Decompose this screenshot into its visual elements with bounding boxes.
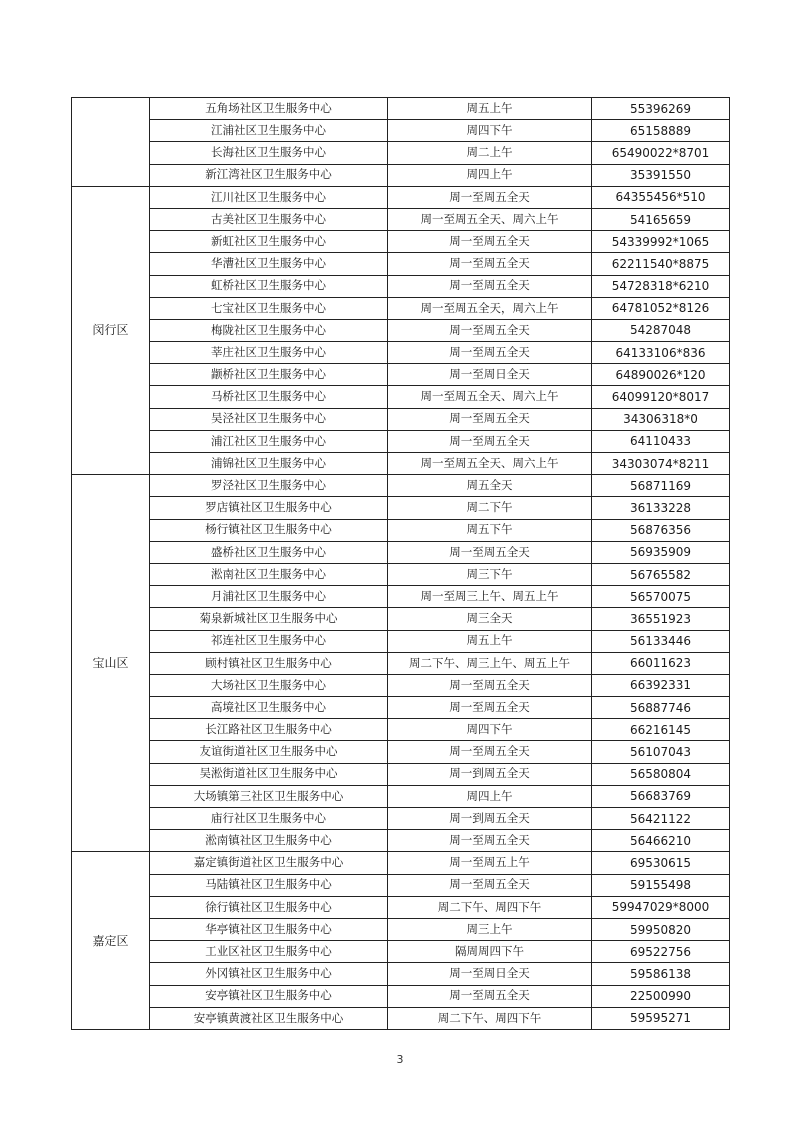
table-row	[72, 497, 730, 519]
service-time-cell: 周二上午	[388, 142, 592, 164]
phone-cell: 56570075	[592, 586, 730, 608]
table-row	[72, 1007, 730, 1029]
center-name-cell: 马陆镇社区卫生服务中心	[150, 874, 388, 896]
center-name-cell: 罗店镇社区卫生服务中心	[150, 497, 388, 519]
center-name-cell: 长江路社区卫生服务中心	[150, 719, 388, 741]
table-row	[72, 808, 730, 830]
table-row	[72, 364, 730, 386]
service-time-cell: 周一到周五全天	[388, 763, 592, 785]
service-time-cell: 周四下午	[388, 120, 592, 142]
table-row	[72, 430, 730, 452]
center-name-cell: 梅陇社区卫生服务中心	[150, 319, 388, 341]
center-name-cell: 吴泾社区卫生服务中心	[150, 408, 388, 430]
service-time-cell: 周四上午	[388, 164, 592, 186]
district-cell	[72, 98, 150, 187]
service-time-cell: 周四下午	[388, 719, 592, 741]
center-name-cell: 安亭镇社区卫生服务中心	[150, 985, 388, 1007]
center-name-cell: 工业区社区卫生服务中心	[150, 941, 388, 963]
table-row	[72, 297, 730, 319]
service-time-cell: 周一至周五全天	[388, 342, 592, 364]
center-name-cell: 罗泾社区卫生服务中心	[150, 475, 388, 497]
table-row	[72, 186, 730, 208]
service-time-cell: 周一至周日全天	[388, 963, 592, 985]
table-row	[72, 830, 730, 852]
service-time-cell: 周二下午、周三上午、周五上午	[388, 652, 592, 674]
center-name-cell: 淞南社区卫生服务中心	[150, 563, 388, 585]
service-time-cell: 周一至周三上午、周五上午	[388, 586, 592, 608]
table-row	[72, 563, 730, 585]
table-row	[72, 674, 730, 696]
center-name-cell: 长海社区卫生服务中心	[150, 142, 388, 164]
table-row	[72, 630, 730, 652]
center-name-cell: 五角场社区卫生服务中心	[150, 98, 388, 120]
center-name-cell: 安亭镇黄渡社区卫生服务中心	[150, 1007, 388, 1029]
center-name-cell: 新虹社区卫生服务中心	[150, 231, 388, 253]
table-row	[72, 896, 730, 918]
phone-cell: 56935909	[592, 541, 730, 563]
table-row	[72, 253, 730, 275]
table-row	[72, 164, 730, 186]
service-time-cell: 周一至周五全天	[388, 253, 592, 275]
district-cell: 闵行区	[72, 186, 150, 474]
center-name-cell: 大场社区卫生服务中心	[150, 674, 388, 696]
service-time-cell: 周五全天	[388, 475, 592, 497]
service-time-cell: 周二下午	[388, 497, 592, 519]
phone-cell: 34306318*0	[592, 408, 730, 430]
center-name-cell: 徐行镇社区卫生服务中心	[150, 896, 388, 918]
phone-cell: 66011623	[592, 652, 730, 674]
center-name-cell: 江川社区卫生服务中心	[150, 186, 388, 208]
center-name-cell: 吴淞街道社区卫生服务中心	[150, 763, 388, 785]
center-name-cell: 华漕社区卫生服务中心	[150, 253, 388, 275]
service-time-cell: 隔周周四下午	[388, 941, 592, 963]
table-row	[72, 408, 730, 430]
center-name-cell: 庙行社区卫生服务中心	[150, 808, 388, 830]
table-body	[72, 98, 730, 1030]
table-row	[72, 475, 730, 497]
phone-cell: 56580804	[592, 763, 730, 785]
service-time-cell: 周五下午	[388, 519, 592, 541]
table-row	[72, 541, 730, 563]
service-time-cell: 周一至周五全天、周六上午	[388, 386, 592, 408]
phone-cell: 64110433	[592, 430, 730, 452]
phone-cell: 64099120*8017	[592, 386, 730, 408]
phone-cell: 64890026*120	[592, 364, 730, 386]
service-time-cell: 周三下午	[388, 563, 592, 585]
table-row	[72, 719, 730, 741]
center-name-cell: 新江湾社区卫生服务中心	[150, 164, 388, 186]
table-row	[72, 741, 730, 763]
center-name-cell: 华亭镇社区卫生服务中心	[150, 918, 388, 940]
phone-cell: 62211540*8875	[592, 253, 730, 275]
table-row	[72, 208, 730, 230]
phone-cell: 54339992*1065	[592, 231, 730, 253]
phone-cell: 56133446	[592, 630, 730, 652]
table-row	[72, 985, 730, 1007]
center-name-cell: 月浦社区卫生服务中心	[150, 586, 388, 608]
table-row	[72, 319, 730, 341]
service-time-cell: 周五上午	[388, 630, 592, 652]
phone-cell: 56871169	[592, 475, 730, 497]
phone-cell: 59155498	[592, 874, 730, 896]
service-time-cell: 周一至周五全天	[388, 697, 592, 719]
service-time-cell: 周一至周五全天	[388, 319, 592, 341]
table-row	[72, 918, 730, 940]
service-time-cell: 周一至周五全天	[388, 275, 592, 297]
table-row	[72, 608, 730, 630]
phone-cell: 56765582	[592, 563, 730, 585]
phone-cell: 36551923	[592, 608, 730, 630]
center-name-cell: 莘庄社区卫生服务中心	[150, 342, 388, 364]
phone-cell: 22500990	[592, 985, 730, 1007]
service-time-cell: 周一至周五全天	[388, 430, 592, 452]
table-row	[72, 120, 730, 142]
table-row	[72, 453, 730, 475]
service-time-cell: 周二下午、周四下午	[388, 896, 592, 918]
phone-cell: 64133106*836	[592, 342, 730, 364]
center-name-cell: 大场镇第三社区卫生服务中心	[150, 785, 388, 807]
phone-cell: 54728318*6210	[592, 275, 730, 297]
phone-cell: 59586138	[592, 963, 730, 985]
center-name-cell: 外冈镇社区卫生服务中心	[150, 963, 388, 985]
phone-cell: 66392331	[592, 674, 730, 696]
page-number: 3	[396, 1053, 404, 1066]
service-time-cell: 周三上午	[388, 918, 592, 940]
center-name-cell: 古美社区卫生服务中心	[150, 208, 388, 230]
center-name-cell: 祁连社区卫生服务中心	[150, 630, 388, 652]
center-name-cell: 虹桥社区卫生服务中心	[150, 275, 388, 297]
center-name-cell: 七宝社区卫生服务中心	[150, 297, 388, 319]
center-name-cell: 杨行镇社区卫生服务中心	[150, 519, 388, 541]
service-time-cell: 周一至周日全天	[388, 364, 592, 386]
service-time-cell: 周一至周五全天	[388, 674, 592, 696]
phone-cell: 55396269	[592, 98, 730, 120]
service-time-cell: 周一至周五全天，周六上午	[388, 297, 592, 319]
service-time-cell: 周一至周五上午	[388, 852, 592, 874]
center-name-cell: 马桥社区卫生服务中心	[150, 386, 388, 408]
center-name-cell: 浦锦社区卫生服务中心	[150, 453, 388, 475]
center-name-cell: 菊泉新城社区卫生服务中心	[150, 608, 388, 630]
phone-cell: 59947029*8000	[592, 896, 730, 918]
phone-cell: 54287048	[592, 319, 730, 341]
phone-cell: 54165659	[592, 208, 730, 230]
service-time-cell: 周二下午、周四下午	[388, 1007, 592, 1029]
phone-cell: 35391550	[592, 164, 730, 186]
table-row	[72, 697, 730, 719]
phone-cell: 64781052*8126	[592, 297, 730, 319]
phone-cell: 65490022*8701	[592, 142, 730, 164]
table-row	[72, 652, 730, 674]
service-time-cell: 周一至周五全天	[388, 830, 592, 852]
center-name-cell: 江浦社区卫生服务中心	[150, 120, 388, 142]
phone-cell: 56887746	[592, 697, 730, 719]
service-time-cell: 周五上午	[388, 98, 592, 120]
service-time-cell: 周三全天	[388, 608, 592, 630]
phone-cell: 69530615	[592, 852, 730, 874]
service-time-cell: 周一至周五全天	[388, 874, 592, 896]
center-name-cell: 淞南镇社区卫生服务中心	[150, 830, 388, 852]
phone-cell: 56876356	[592, 519, 730, 541]
district-cell: 宝山区	[72, 475, 150, 852]
service-time-cell: 周一至周五全天	[388, 186, 592, 208]
table-row	[72, 941, 730, 963]
table-row	[72, 231, 730, 253]
table-row	[72, 98, 730, 120]
phone-cell: 66216145	[592, 719, 730, 741]
table-row	[72, 874, 730, 896]
phone-cell: 34303074*8211	[592, 453, 730, 475]
table-row	[72, 763, 730, 785]
service-time-cell: 周一至周五全天、周六上午	[388, 208, 592, 230]
center-name-cell: 高境社区卫生服务中心	[150, 697, 388, 719]
service-time-cell: 周四上午	[388, 785, 592, 807]
table-row	[72, 586, 730, 608]
phone-cell: 69522756	[592, 941, 730, 963]
phone-cell: 59950820	[592, 918, 730, 940]
center-name-cell: 浦江社区卫生服务中心	[150, 430, 388, 452]
phone-cell: 56466210	[592, 830, 730, 852]
service-time-cell: 周一至周五全天	[388, 231, 592, 253]
phone-cell: 56107043	[592, 741, 730, 763]
table-row	[72, 519, 730, 541]
phone-cell: 65158889	[592, 120, 730, 142]
service-time-cell: 周一到周五全天	[388, 808, 592, 830]
phone-cell: 36133228	[592, 497, 730, 519]
table-row	[72, 342, 730, 364]
center-name-cell: 顾村镇社区卫生服务中心	[150, 652, 388, 674]
phone-cell: 56683769	[592, 785, 730, 807]
service-time-cell: 周一至周五全天	[388, 541, 592, 563]
center-name-cell: 颛桥社区卫生服务中心	[150, 364, 388, 386]
table-row	[72, 275, 730, 297]
service-time-cell: 周一至周五全天、周六上午	[388, 453, 592, 475]
service-time-cell: 周一至周五全天	[388, 741, 592, 763]
district-cell: 嘉定区	[72, 852, 150, 1030]
table-row	[72, 785, 730, 807]
phone-cell: 64355456*510	[592, 186, 730, 208]
phone-cell: 59595271	[592, 1007, 730, 1029]
center-name-cell: 盛桥社区卫生服务中心	[150, 541, 388, 563]
center-name-cell: 嘉定镇街道社区卫生服务中心	[150, 852, 388, 874]
clinic-schedule-table	[71, 97, 730, 1030]
table-row	[72, 142, 730, 164]
service-time-cell: 周一至周五全天	[388, 985, 592, 1007]
center-name-cell: 友谊街道社区卫生服务中心	[150, 741, 388, 763]
table-row	[72, 852, 730, 874]
service-time-cell: 周一至周五全天	[388, 408, 592, 430]
table-row	[72, 963, 730, 985]
phone-cell: 56421122	[592, 808, 730, 830]
table-row	[72, 386, 730, 408]
